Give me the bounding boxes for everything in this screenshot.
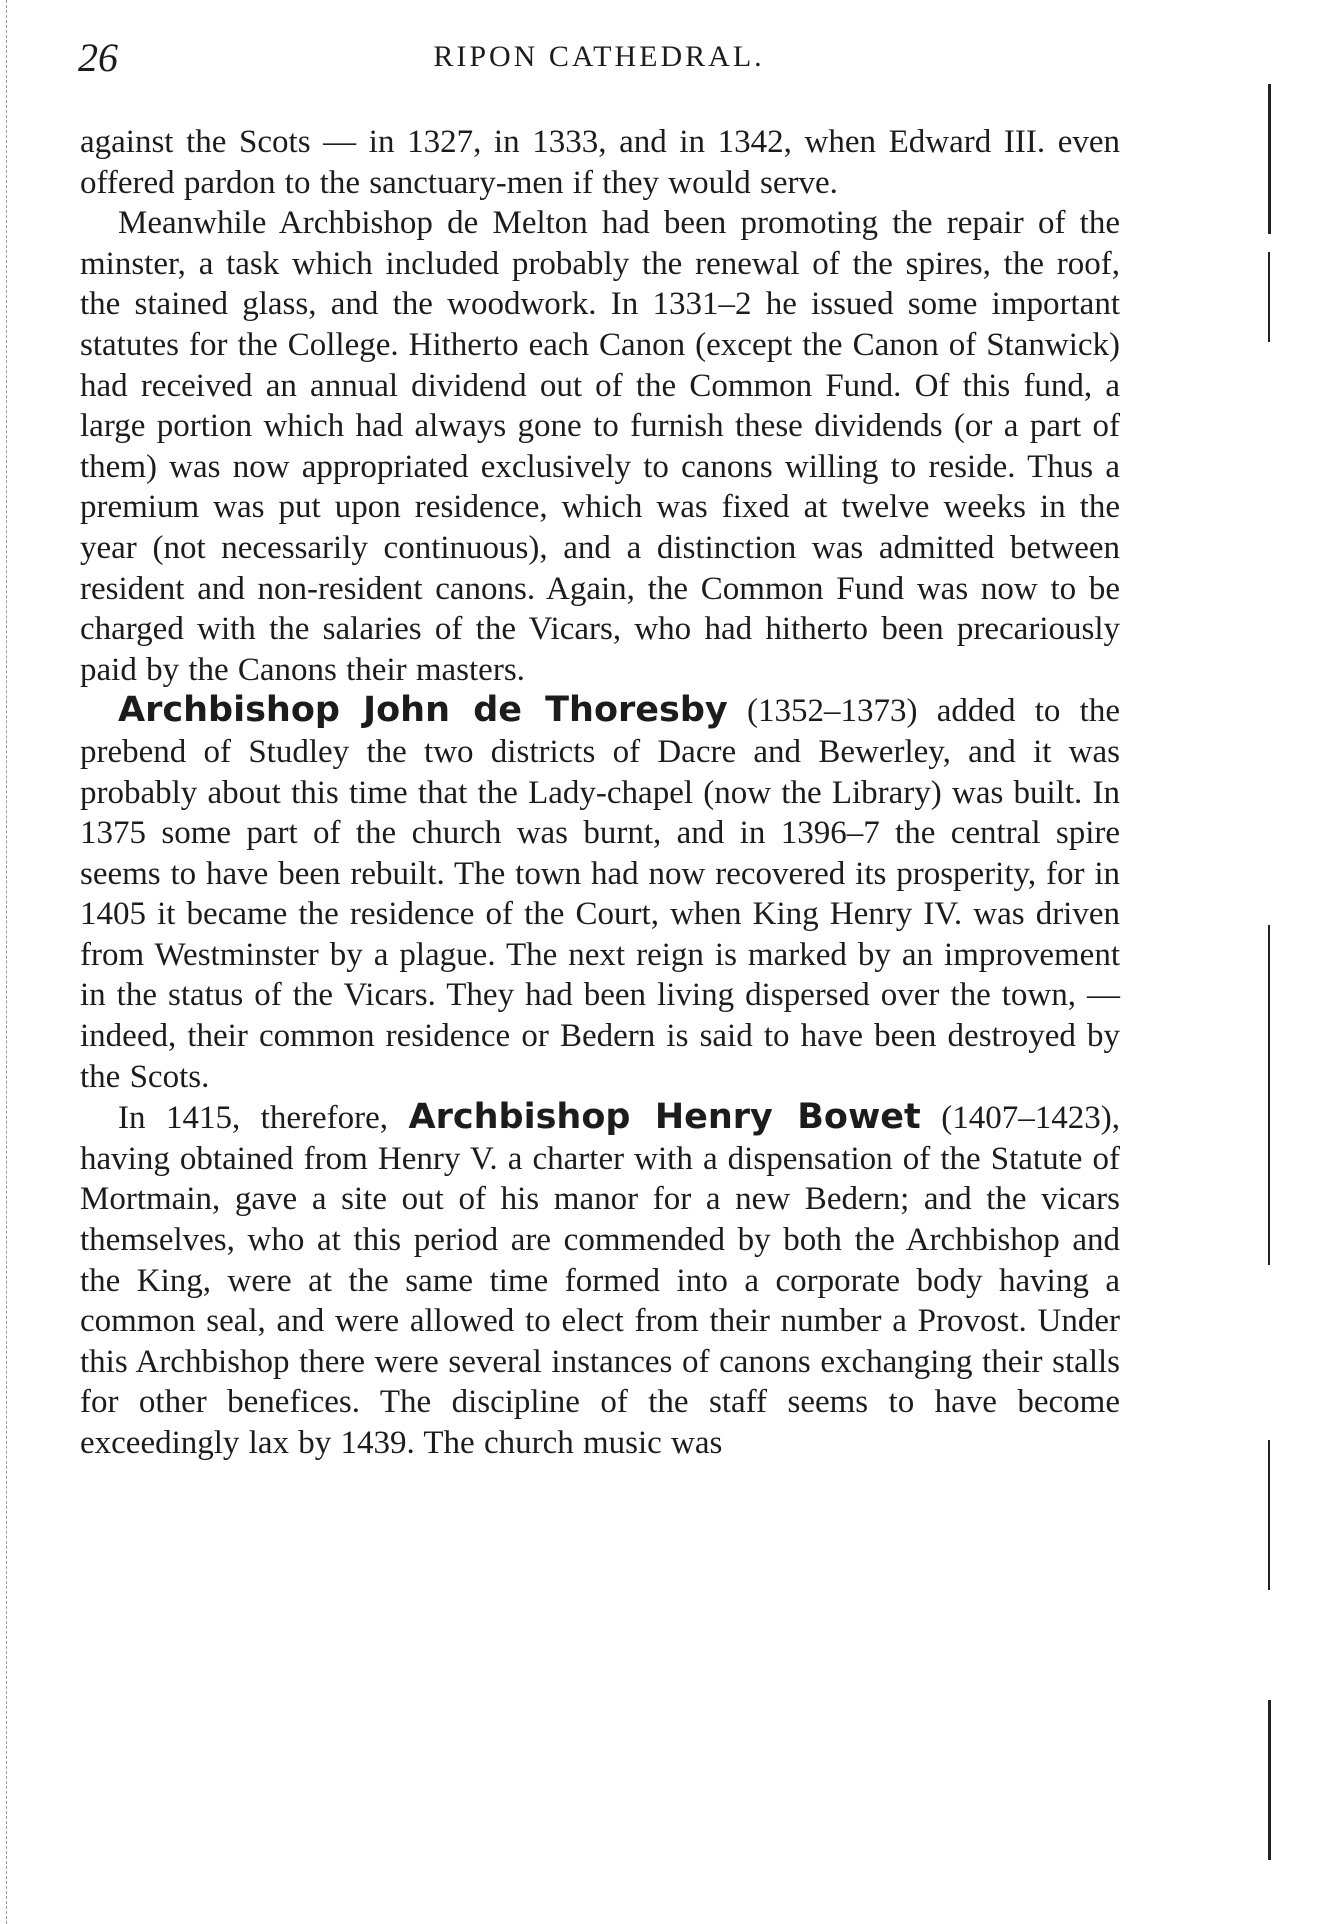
paragraph-text: (1407–1423), having obtained from Henry V. a charter with a dispensation of the Statute of Mortmain, gave a site out of his manor for a new Bedern; and the vicars themselves, who at this period are commended by both the Archbishop and the King, were at the same time formed into a corporate body having a common seal, and were allowed to elect from their number a Provost. Under this Archbishop there were several instances of canons exchanging their stalls for other benefices. The discipline of the staff seems to have become exceedingly lax by 1439. The church music was <box>80 1100 1120 1461</box>
paragraph-1 <box>80 122 1120 203</box>
paragraph-text: (1352–1373) added to the prebend of Studley the two districts of Dacre and Bewerley, and it was probably about this time that the Lady-chapel (now the Library) was built. In 1375 some part of the church was burnt, and in 1396–7 the central spire seems to have been rebuilt. The town had now recovered its prosperity, for in 1405 it became the residence of the Court, when King Henry IV. was driven from Westminster by a plague. The next reign is marked by an improvement in the status of the Vicars. They had been living dispersed over the town, — indeed, their common residence or Bedern is said to have been destroyed by the Scots. <box>80 693 1120 1095</box>
archbishop-name-heading: Archbishop John de Thoresby <box>118 690 728 731</box>
scan-edge-left <box>6 0 7 1924</box>
paragraph-4 <box>80 1097 1120 1463</box>
body-text <box>80 122 1120 1464</box>
scan-edge-mark <box>1268 252 1270 342</box>
archbishop-name-heading: Archbishop Henry Bowet <box>408 1097 921 1138</box>
scan-edge-mark <box>1268 925 1270 1265</box>
paragraph-2 <box>80 203 1120 690</box>
scan-edge-mark <box>1268 1700 1271 1860</box>
scan-edge-mark <box>1268 84 1271 234</box>
paragraph-text: against the Scots — in 1327, in 1333, and in 1342, when Edward III. even offered pardon to the sanctuary-men if they would serve. <box>80 124 1120 201</box>
scan-edge-mark <box>1268 1440 1270 1590</box>
page-number: 26 <box>78 35 118 80</box>
paragraph-lead: In 1415, therefore, <box>118 1100 409 1137</box>
page-header <box>78 34 1120 90</box>
running-head: RIPON CATHEDRAL. <box>433 40 765 73</box>
paragraph-text: Meanwhile Archbishop de Melton had been promoting the repair of the minster, a task which included probably the renewal of the spires, the roof, the stained glass, and the woodwork. In 1331–2 he issued some important statutes for the College. Hitherto each Canon (except the Canon of Stanwick) had received an annual dividend out of the Common Fund. Of this fund, a large portion which had always gone to furnish these dividends (or a part of them) was now appropriated exclusively to canons willing to reside. Thus a premium was put upon residence, which was fixed at twelve weeks in the year (not necessarily continuous), and a distinction was admitted between resident and non-resident canons. Again, the Common Fund was now to be charged with the salaries of the Vicars, who had hitherto been precariously paid by the Canons their masters. <box>80 205 1120 688</box>
paragraph-3 <box>80 690 1120 1097</box>
